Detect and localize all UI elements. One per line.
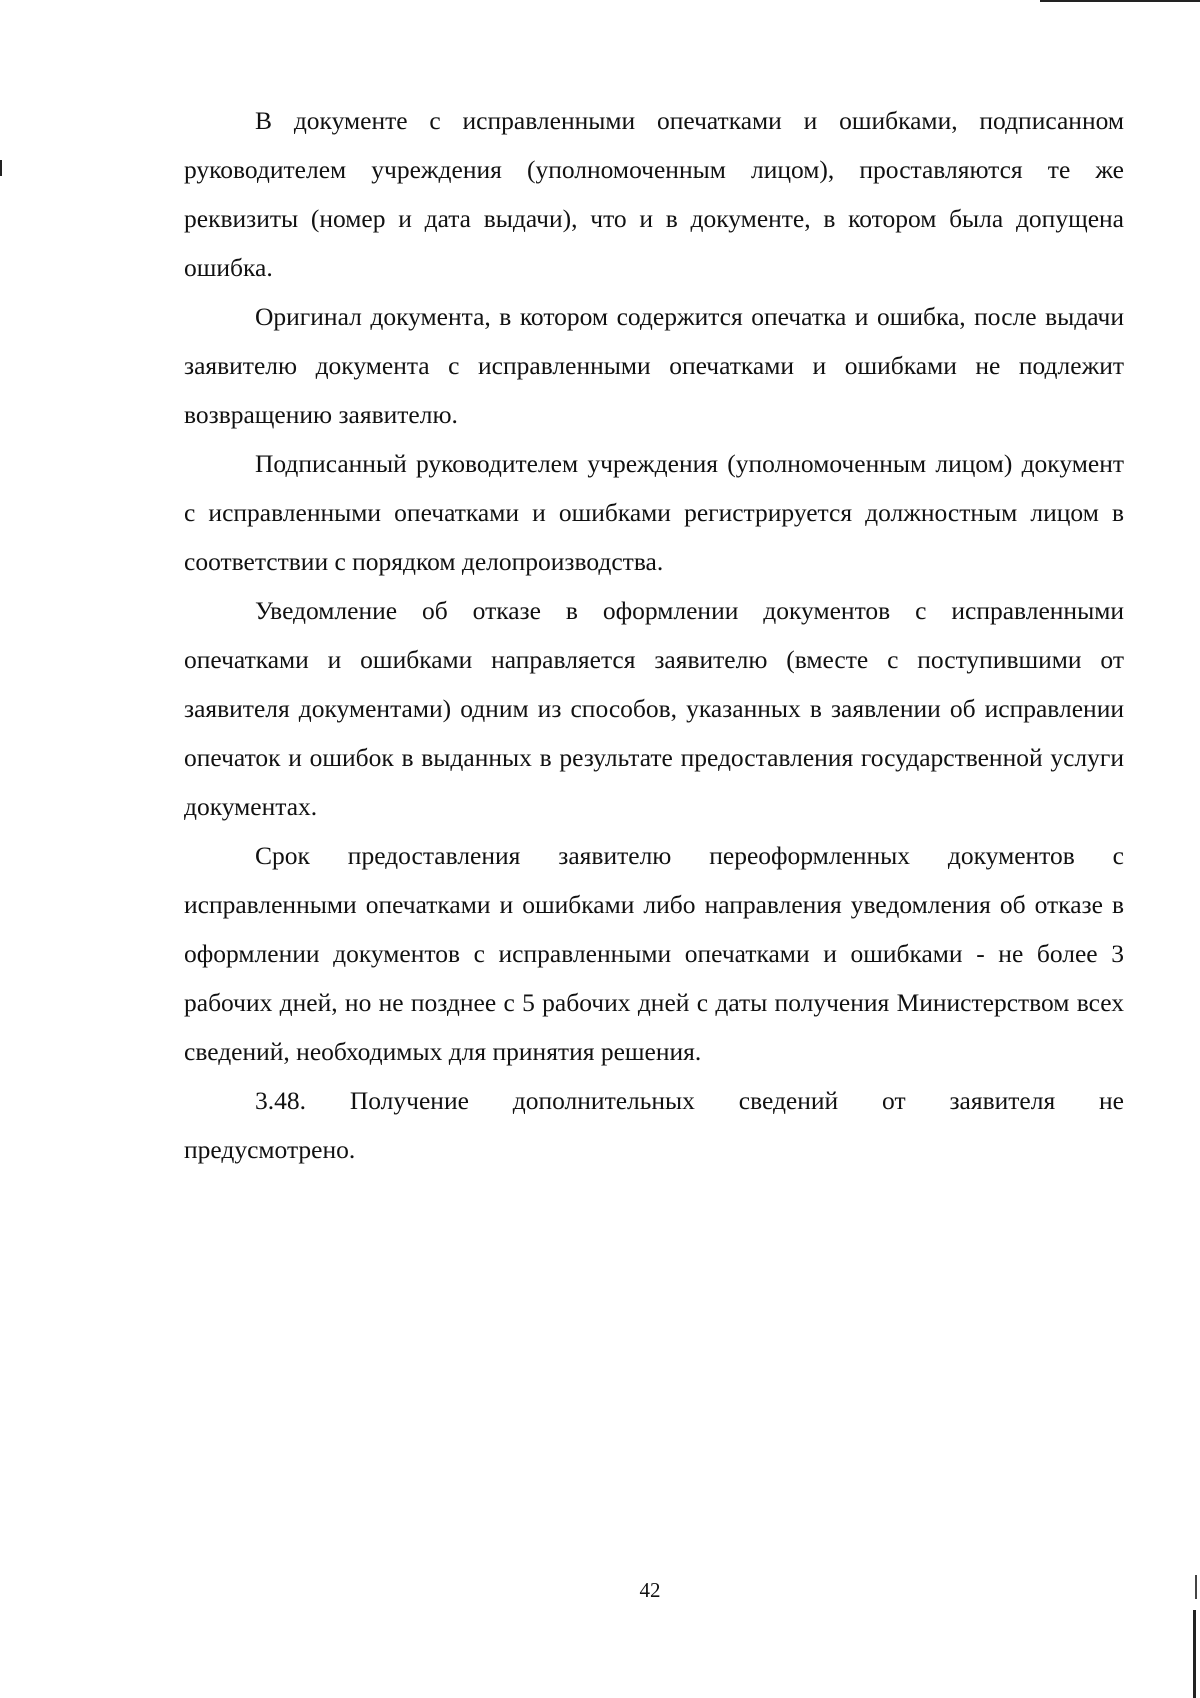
page-number: 42 — [639, 1578, 661, 1602]
paragraph-refusal-notice: Уведомление об отказе в оформлении документов с исправленными опечатками и ошибками направляется заявителю (вместе с поступившими от заявителя документами) одним из способов, указанных в заявлении об исправлении опечаток и ошибок в выданных в результате предоставления государственной услуги документах. — [184, 596, 1124, 821]
body-text — [184, 96, 1124, 1174]
scan-edge-mark-left — [0, 160, 2, 176]
paragraph-deadline: Срок предоставления заявителю переоформленных документов с исправленными опечатками и ошибками либо направления уведомления об отказе в оформлении документов с исправленными опечатками и ошибками - не более 3 рабочих дней, но не позднее с 5 рабочих дней с даты получения Министерством всех сведений, необходимых для принятия решения. — [184, 841, 1124, 1066]
paragraph-original-not-returned: Оригинал документа, в котором содержится опечатка и ошибка, после выдачи заявителю документа с исправленными опечатками и ошибками не подлежит возвращению заявителю. — [184, 302, 1124, 429]
scan-edge-mark-right-lower — [1193, 1610, 1196, 1698]
scan-edge-mark-top — [1040, 0, 1200, 2]
paragraph-registration: Подписанный руководителем учреждения (уполномоченным лицом) документ с исправленными опечатками и ошибками регистрируется должностным лицом в соответствии с порядком делопроизводства. — [184, 449, 1124, 576]
paragraph-clause-3-48: 3.48. Получение дополнительных сведений от заявителя не предусмотрено. — [184, 1086, 1124, 1164]
paragraph-corrected-document-details: В документе с исправленными опечатками и ошибками, подписанном руководителем учреждения (уполномоченным лицом), проставляются те же реквизиты (номер и дата выдачи), что и в документе, в котором была допущена ошибка. — [184, 106, 1124, 282]
